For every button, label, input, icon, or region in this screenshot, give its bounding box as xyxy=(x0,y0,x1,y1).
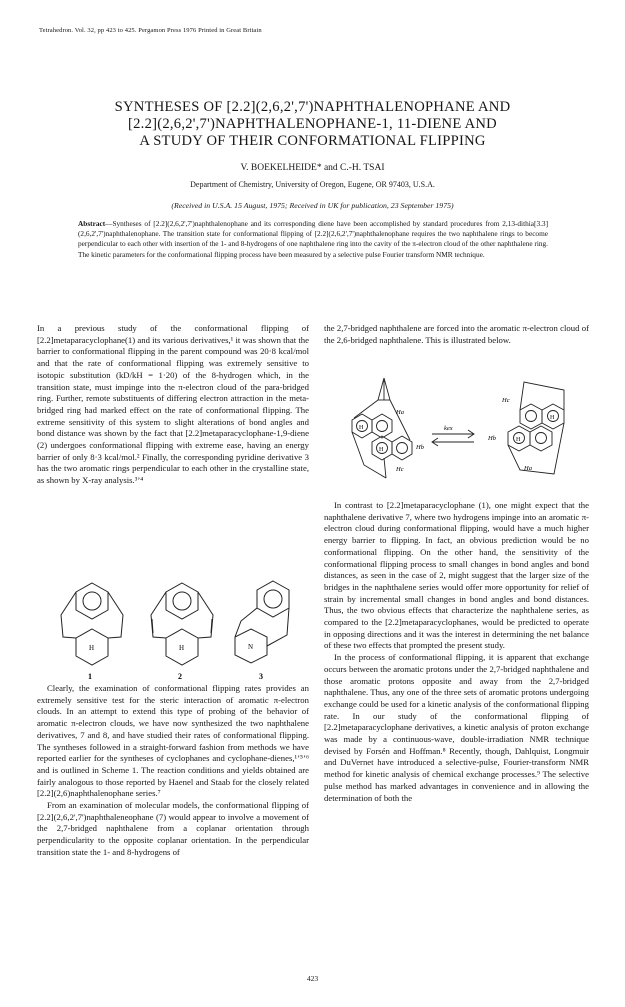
right-column-top xyxy=(324,323,589,346)
left-column-bottom xyxy=(37,683,309,859)
received-dates: (Received in U.S.A. 15 August, 1975; Received in UK for publication, 23 September 1975) xyxy=(171,201,454,210)
conformational-flipping-scheme xyxy=(324,370,589,495)
title-line-3: A STUDY OF THEIR CONFORMATIONAL FLIPPING xyxy=(139,133,486,149)
page-number: 423 xyxy=(306,974,319,983)
title-line-1: SYNTHESES OF [2.2](2,6,2',7')NAPHTHALENOPHANE AND xyxy=(114,99,511,115)
structures-1-2-3-figure xyxy=(37,577,309,682)
label-kex: kex xyxy=(444,425,453,432)
abstract-label: Abstract xyxy=(78,219,106,228)
label-ha-right: Ha xyxy=(524,465,532,472)
label-h-right: H xyxy=(550,415,555,421)
structure-3-n-label: N xyxy=(248,643,254,651)
affiliation: Department of Chemistry, University of Oregon, Eugene, OR 97403, U.S.A. xyxy=(190,180,435,189)
label-hb-left: Hb xyxy=(416,444,424,451)
right-paragraph-1: the 2,7-bridged naphthalene are forced into the aromatic π-electron cloud of the 2,6-bridged naphthalene. This is illustrated below. xyxy=(324,323,589,345)
label-hc-right: Hc xyxy=(502,397,510,404)
right-column-bottom xyxy=(324,500,589,804)
running-head: Tetrahedron. Vol. 32, pp 423 to 425. Pergamon Press 1976 Printed in Great Britain xyxy=(39,27,262,34)
structure-1-label: 1 xyxy=(88,672,92,681)
label-ha-left: Ha xyxy=(396,409,404,416)
label-h-right-2: H xyxy=(516,437,521,443)
label-hc-left: Hc xyxy=(396,466,404,473)
label-hb-right: Hb xyxy=(488,435,496,442)
left-column-top xyxy=(37,323,309,487)
abstract xyxy=(78,219,548,260)
right-paragraph-2: In contrast to [2.2]metaparacyclophane (1), one might expect that the naphthalene derivative 7, where two hydrogens impinge into an aromatic π-electron cloud during conformational flipping, would have a much higher energy barrier to flipping. In fact, an obvious prediction would be no conformational flipping. On the other hand, the sensitivity of the conformational flipping process to small changes in bond angles and bond distances, as seen in the case of 2, might suggest that the larger size of the bridges in the naphthalene series would offer more opportunity for relief of strain by incremental small changes in bond angles and bond distances. Thus, the two obvious effects that characterize the naphthalene series, as compared to the [2.2]metaparacyclophanes, would be predicted to operate in opposing directions and it was the interest in determining the net balance of these two effects that prompted the present study. xyxy=(324,500,589,651)
right-paragraph-3: In the process of conformational flipping, it is apparent that exchange occurs between the aromatic protons under the 2,7-bridged naphthalene and those aromatic protons opposite and away from the 2,7-bridged naphthalene. Thus, any one of the three sets of aromatic protons undergoing exchange could be used for a kinetic analysis of the conformational flipping rate. In our study of the conformational flipping of [2.2]metaparacyclophane derivatives, a kinetic analysis of proton exchange was made by a continuous-wave, double-irradiation NMR technique devised by Forsén and Hoffman.⁸ Recently, though, Dahlquist, Longmuir and DuVernet have introduced a selective-pulse, Fourier-transform NMR method for kinetic analysis of chemical exchange processes.⁹ The selective pulse method has marked advantages in convenience and in allowing the determination of both the xyxy=(324,652,589,803)
structure-2-h-label: H xyxy=(179,644,185,652)
authors: V. BOEKELHEIDE* and C.-H. TSAI xyxy=(240,163,385,173)
abstract-text: —Syntheses of [2.2](2,6,2',7')naphthalenophane and its corresponding diene have been accomplished by standard procedures from 2,13-dithia[3.3](2,6,2',7')naphthalenophane. The transition state for conformational flipping of [2.2](2,6,2',7')naphthalenophane requires the two naphthalene rings to become perpendicular to each other with insertion of the 1- and 8-hydrogens of one naphthalene ring into the cavity of the π-electron cloud of the other naphthalene ring. The kinetic parameters for the conformational flipping process have been measured by a selective pulse Fourier transform NMR technique. xyxy=(78,219,548,259)
left-paragraph-2: Clearly, the examination of conformational flipping rates provides an extremely sensitive test for the steric interaction of aromatic π-electron clouds. In an attempt to extend this type of probing of the behavior of aromatic π-electron clouds, we have now synthesized the two naphthalene derivatives, 7 and 8, and have studied their rates of conformational flipping. The syntheses followed in a straight-forward fashion from methods we have reported earlier for the syntheses of cyclophanes and cyclophane-dienes,¹ʼ⁵ʼ⁶ and is outlined in Scheme 1. The reaction conditions and yields obtained are fairly analogous to those reported by Haenel and Staab for the closely related [2.2](2,6)naphthalenophane series.⁷ xyxy=(37,683,309,799)
structure-3-label: 3 xyxy=(259,672,263,681)
structure-1-h-label: H xyxy=(89,644,95,652)
title-line-2: [2.2](2,6,2',7')NAPHTHALENOPHANE-1, 11-DIENE AND xyxy=(128,116,497,132)
structure-2-label: 2 xyxy=(178,672,182,681)
label-h-left: H xyxy=(359,425,364,431)
label-h-left-2: H xyxy=(379,447,384,453)
left-paragraph-1: In a previous study of the conformational flipping of [2.2]metaparacyclophane(1) and its various derivatives,¹ it was shown that the barrier to conformational flipping in the parent compound was 20·8 kcal/mol and that the rate of conformational flipping was extremely sensitive to isotopic substitution (kD/kH = 1·20) of the 8-hydrogen which, in the transition state, must impinge into the π-electron cloud of the para-bridged ring. Further, remote substituents of differing electron attraction in the meta-bridged ring had marked effect on the rate of conformational flipping. The extreme sensitivity of this system to slight alterations of bond angles and bond distance was shown by the fact that [2.2]metaparacyclophane-1,9-diene (2) undergoes conformational flipping with extreme ease, having an energy barrier of only 8·3 kcal/mol.² Finally, the corresponding pyridine derivative 3 has the two aromatic rings perpendicular to each other in the crystalline state, as shown by X-ray analysis.³ʼ⁴ xyxy=(37,323,309,486)
left-paragraph-3: From an examination of molecular models, the conformational flipping of [2.2](2,6,2',7')naphthaleneophane (7) would appear to involve a movement of the 2,7-bridged naphthalene from a coplanar orientation through perpendicularity to the opposite coplanar orientation. In the perpendicular transition state the 1- and 8-hydrogens of xyxy=(37,800,309,857)
